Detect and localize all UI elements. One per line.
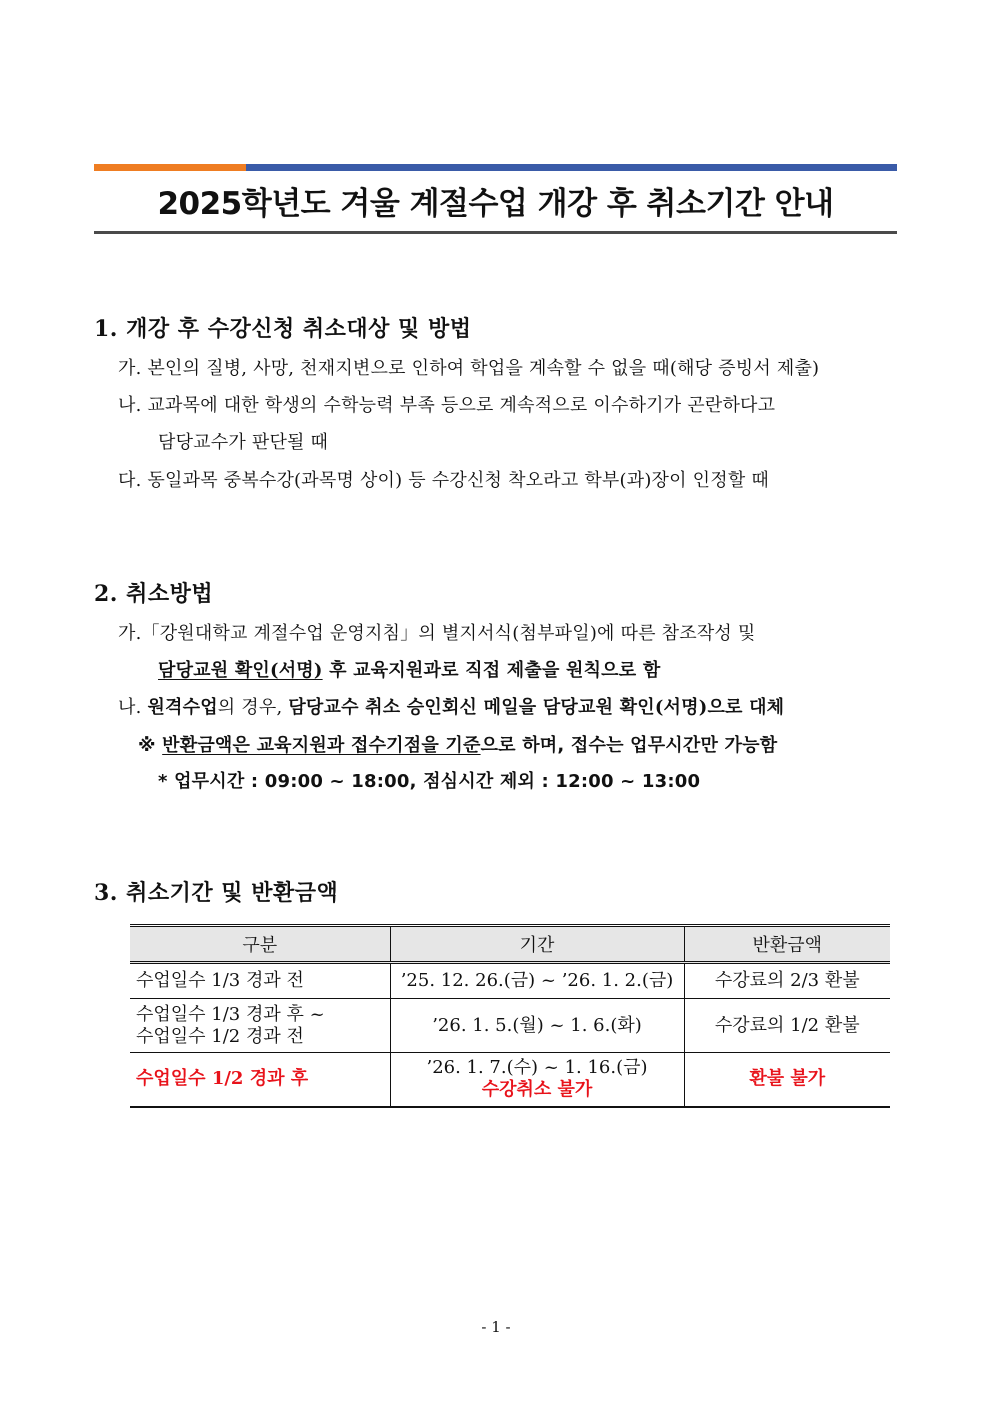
title-bar-orange-segment — [94, 164, 246, 171]
page-title: 2025학년도 겨울 계절수업 개강 후 취소기간 안내 — [157, 186, 834, 222]
table-row — [130, 963, 890, 999]
row3-division: 수업일수 1/2 경과 후 — [130, 1053, 390, 1107]
section3-heading: 3. 취소기간 및 반환금액 — [94, 880, 339, 906]
section1-heading: 1. 개강 후 수강신청 취소대상 및 방법 — [94, 316, 472, 342]
refund-table — [130, 924, 890, 1108]
header-refund: 반환금액 — [684, 926, 890, 963]
title-bar-blue-segment — [246, 164, 897, 171]
section1-item-ga: 가. 본인의 질병, 사망, 천재지변으로 인하여 학업을 계속할 수 없을 때(해당 증빙서 제출) — [118, 358, 820, 379]
section2-item-ga-line2 — [158, 656, 660, 682]
row1-period: ’25. 12. 26.(금) ~ ’26. 1. 2.(금) — [390, 963, 684, 999]
refund-basis-underlined: 반환금액은 교육지원과 접수기점을 기준 — [162, 735, 481, 756]
section2-item-na — [118, 693, 784, 719]
row2-refund: 수강료의 1/2 환불 — [684, 999, 890, 1053]
section2-heading: 2. 취소방법 — [94, 581, 214, 607]
section1-item-na-line2: 담당교수가 판단될 때 — [158, 432, 329, 453]
online-class-emphasis: 원격수업 — [147, 697, 218, 718]
email-replacement-emphasis: 담당교수 취소 승인회신 메일을 담당교원 확인(서명)으로 대체 — [288, 697, 785, 718]
table-row — [130, 1053, 890, 1107]
row2-division — [130, 999, 390, 1053]
header-period: 기간 — [390, 926, 684, 963]
page-number: - 1 - — [481, 1318, 511, 1336]
item-na-mid: 의 경우, — [217, 697, 289, 718]
note-mark: ※ — [138, 735, 163, 756]
section1-item-na-line1: 나. 교과목에 대한 학생의 수학능력 부족 등으로 계속적으로 이수하기가 곤란하다고 — [118, 395, 776, 416]
header-division: 구분 — [130, 926, 390, 963]
table-row — [130, 999, 890, 1053]
title-top-bar — [94, 164, 897, 171]
title-bottom-rule — [94, 231, 897, 234]
row3-period-note: 수강취소 불가 — [481, 1079, 593, 1101]
row2-division-line2: 수업일수 1/2 경과 전 — [136, 1025, 304, 1047]
row1-division: 수업일수 1/3 경과 전 — [130, 963, 390, 999]
refund-notice — [138, 731, 777, 757]
section2-item-ga-line1: 가.「강원대학교 계절수업 운영지침」의 별지서식(첨부파일)에 따른 참조작성 및 — [118, 623, 756, 644]
row2-period: ’26. 1. 5.(월) ~ 1. 6.(화) — [390, 999, 684, 1053]
confirm-signature-emphasis: 담당교원 확인(서명) — [158, 660, 323, 681]
row3-period-dates: ’26. 1. 7.(수) ~ 1. 16.(금) — [426, 1057, 648, 1079]
submission-rule-text: 후 교육지원과로 직접 제출을 원칙으로 함 — [322, 660, 661, 681]
row2-division-line1: 수업일수 1/3 경과 후 ~ — [136, 1003, 325, 1025]
row3-refund: 환불 불가 — [684, 1053, 890, 1107]
item-na-prefix: 나. — [118, 697, 148, 718]
business-hours: * 업무시간 : 09:00 ~ 18:00, 점심시간 제외 : 12:00 ~ 13:00 — [158, 771, 701, 792]
row1-refund: 수강료의 2/3 환불 — [684, 963, 890, 999]
refund-notice-rest: 으로 하며, 접수는 업무시간만 가능함 — [480, 735, 778, 756]
table-header-row — [130, 926, 890, 963]
section1-item-da: 다. 동일과목 중복수강(과목명 상이) 등 수강신청 착오라고 학부(과)장이 인정할 때 — [118, 470, 769, 491]
row3-period — [390, 1053, 684, 1107]
